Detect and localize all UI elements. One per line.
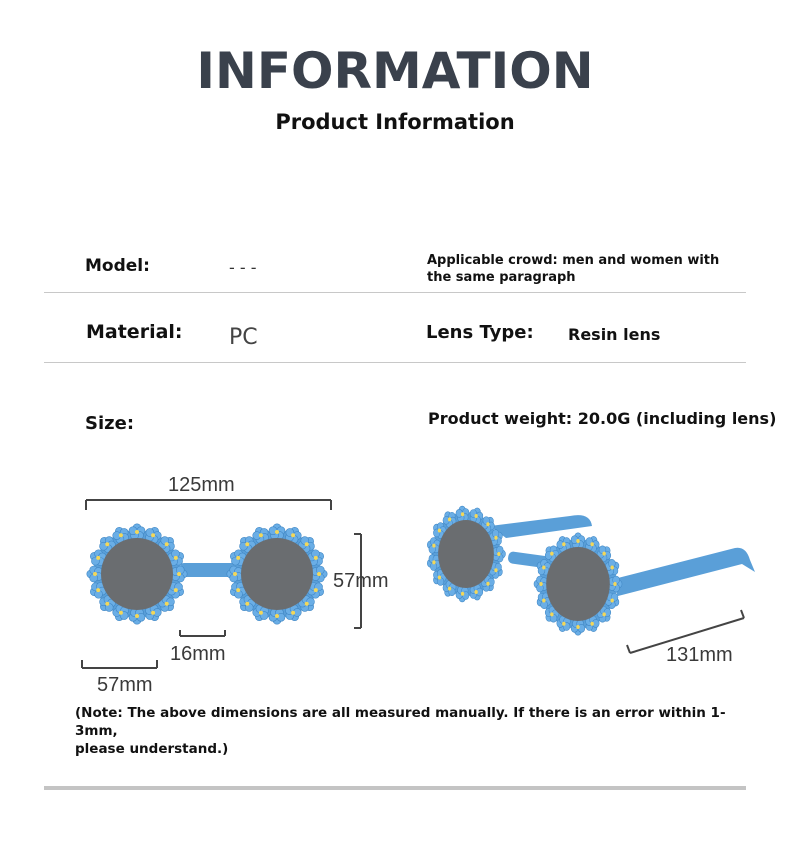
right-lens — [227, 524, 327, 624]
flower-decoration — [456, 586, 469, 602]
lens-type-value: Resin lens — [568, 325, 661, 344]
page-subtitle: Product Information — [275, 110, 515, 134]
lens-width-dimension-line — [82, 660, 157, 668]
lens-glass — [101, 538, 173, 610]
size-label: Size: — [85, 413, 135, 434]
measurement-note — [75, 704, 765, 758]
lens-glass — [438, 520, 494, 588]
dim-lens-height: 57mm — [333, 570, 389, 592]
dim-total-width: 125mm — [168, 474, 235, 496]
lens-type-label: Lens Type: — [426, 322, 534, 343]
model-label: Model: — [85, 256, 150, 276]
applicable-crowd — [427, 252, 737, 286]
flower-decoration — [493, 546, 506, 562]
flower-decoration — [87, 566, 103, 582]
side-view-diagram — [420, 490, 770, 670]
front-lens — [534, 533, 622, 635]
flower-decoration — [269, 609, 285, 625]
dim-lens-width: 57mm — [97, 674, 153, 696]
flower-decoration — [129, 524, 145, 540]
crowd-line-2: the same paragraph — [427, 270, 576, 285]
back-lens — [427, 506, 505, 602]
width-dimension-line — [86, 500, 331, 510]
flower-decoration — [129, 609, 145, 625]
dim-bridge: 16mm — [170, 643, 226, 665]
lens-glass — [546, 547, 610, 621]
flower-decoration — [571, 620, 585, 636]
crowd-line-1: Applicable crowd: men and women with — [427, 253, 720, 268]
divider — [44, 292, 746, 293]
dim-temple-length: 131mm — [666, 644, 733, 666]
note-line-1: (Note: The above dimensions are all measured manually. If there is an error within 1-3mm, — [75, 705, 726, 739]
left-lens — [87, 524, 187, 624]
flower-decoration — [269, 524, 285, 540]
bridge-dimension-line — [180, 630, 225, 636]
flower-decoration — [312, 566, 328, 582]
front-temple — [610, 548, 755, 596]
flower-decoration — [534, 576, 547, 592]
flower-decoration — [456, 506, 469, 522]
flower-decoration — [571, 533, 585, 549]
divider — [44, 362, 746, 363]
model-value: - - - — [229, 258, 257, 277]
page-title: INFORMATION — [196, 42, 594, 100]
material-value: PC — [229, 325, 258, 350]
footer-divider — [44, 786, 746, 790]
material-label: Material: — [86, 321, 183, 343]
note-line-2: please understand.) — [75, 741, 229, 757]
product-weight: Product weight: 20.0G (including lens) — [428, 409, 777, 428]
lens-glass — [241, 538, 313, 610]
